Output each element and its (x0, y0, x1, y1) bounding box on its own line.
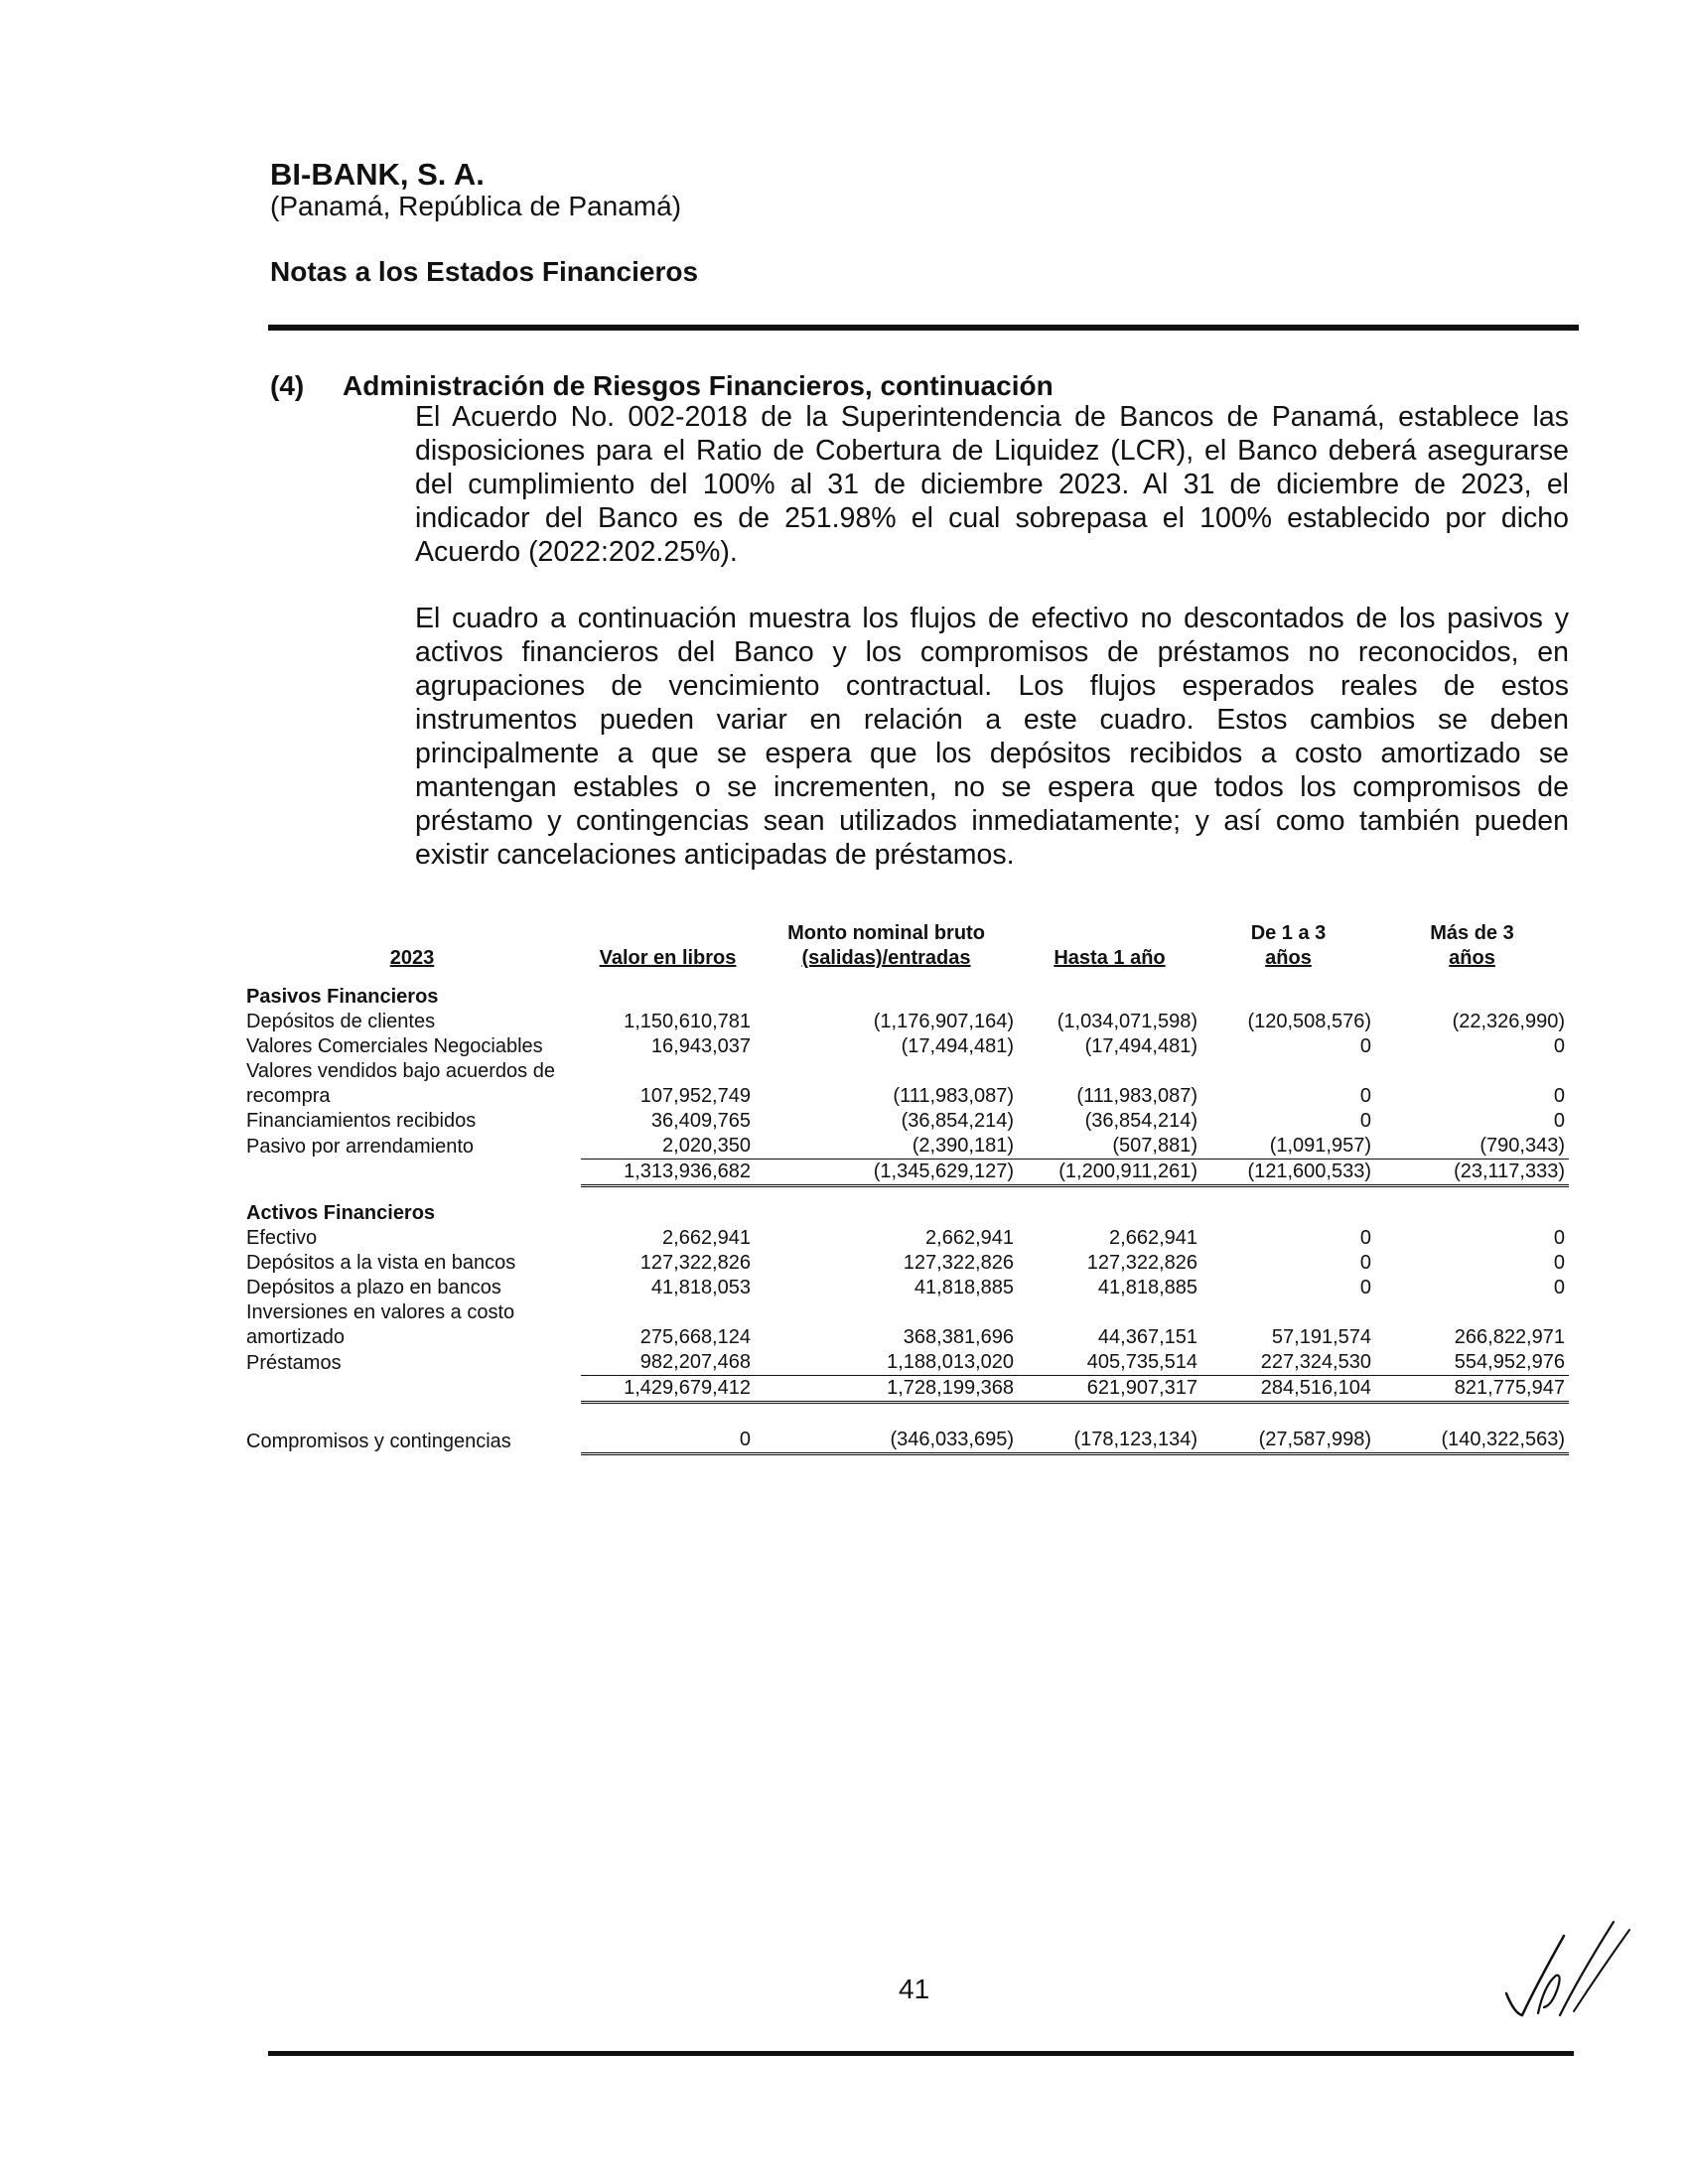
table-row: Depósitos a plazo en bancos 41,818,053 41,818,885 41,818,885 0 0 (246, 1277, 1565, 1298)
liquidity-maturity-table (243, 921, 1569, 1455)
table-row-label-continuation: Inversiones en valores a costo (246, 1301, 515, 1323)
header-book-value: Valor en libros (599, 947, 737, 969)
header-rule (268, 325, 1579, 331)
header-1-to-3-years: De 1 a 3 años (1250, 922, 1327, 969)
table-row: Depósitos a la vista en bancos 127,322,826 127,322,826 127,322,826 0 0 (246, 1252, 1565, 1274)
section-title: Administración de Riesgos Financieros, continuación (343, 370, 1054, 401)
group-header-liabilities: Pasivos Financieros (246, 986, 439, 1008)
footer-rule (268, 2051, 1574, 2056)
signature-mark (1504, 1916, 1653, 2025)
company-name: BI-BANK, S. A. (270, 157, 485, 192)
table-header-row (243, 921, 1569, 971)
section-number: (4) (270, 370, 305, 401)
table-row: Préstamos 982,207,468 1,188,013,020 405,735,514 227,324,530 554,952,976 (243, 1350, 1569, 1376)
table-row: Valores Comerciales Negociables 16,943,037 (17,494,481) (17,494,481) 0 0 (246, 1035, 1565, 1057)
spacer-row (243, 1403, 1569, 1415)
paragraph-lcr: El Acuerdo No. 002-2018 de la Superintendencia de Bancos de Panamá, establece las disposiciones para el Ratio de Cobertura de Liquidez (LCR), el Banco deberá asegurarse del cumplimiento del 100% al 31 de diciembre 2023. Al 31 de diciembre de 2023, el indicador del Banco es de 251.98% el cual sobrepasa el 100% establecido por dicho Acuerdo (2022:202.25%). (415, 401, 1569, 568)
paragraph-cash-flows: El cuadro a continuación muestra los flujos de efectivo no descontados de los pasivos y activos financieros del Banco y los compromisos de préstamos no reconocidos, en agrupaciones de vencimiento contractual. Los flujos esperados reales de estos instrumentos pueden variar en relación a este cuadro. Estos cambios se deben principalmente a que se espera que los depósitos recibidos a costo amortizado se mantengan estables o se incrementen, no se espera que todos los compromisos de préstamo y contingencias sean utilizados inmediatamente; y así como también pueden existir cancelaciones anticipadas de préstamos. (415, 603, 1569, 871)
table-row: Pasivo por arrendamiento 2,020,350 (2,390,181) (507,881) (1,091,957) (790,343) (243, 1134, 1569, 1160)
table-row: recompra 107,952,749 (111,983,087) (111,983,087) 0 0 (246, 1085, 1565, 1107)
table-row: Efectivo 2,662,941 2,662,941 2,662,941 0 0 (246, 1227, 1565, 1249)
header-nominal: Monto nominal bruto (salidas)/entradas (787, 922, 985, 969)
header-up-to-1-year: Hasta 1 año (1054, 947, 1166, 969)
table-row: amortizado 275,668,124 368,381,696 44,367,151 57,191,574 266,822,971 (246, 1326, 1565, 1348)
assets-total-row: 1,429,679,412 1,728,199,368 621,907,317 284,516,104 821,775,947 (243, 1376, 1569, 1403)
table-row: Financiamientos recibidos 36,409,765 (36,854,214) (36,854,214) 0 0 (246, 1110, 1565, 1132)
notes-title: Notas a los Estados Financieros (270, 256, 699, 287)
header-over-3-years: Más de 3 años (1430, 922, 1514, 969)
header-year: 2023 (389, 947, 435, 969)
company-location: (Panamá, República de Panamá) (270, 191, 682, 221)
commitments-row: Compromisos y contingencias 0 (346,033,695) (178,123,134) (27,587,998) (140,322,563) (243, 1414, 1569, 1454)
page-number: 41 (899, 1974, 930, 2004)
liabilities-total-row: 1,313,936,682 (1,345,629,127) (1,200,911,261) (121,600,533) (23,117,333) (243, 1160, 1569, 1186)
group-header-assets: Activos Financieros (246, 1202, 436, 1224)
table-row: Depósitos de clientes 1,150,610,781 (1,176,907,164) (1,034,071,598) (120,508,576) (22,326,990) (246, 1011, 1565, 1032)
table-row-label-continuation: Valores vendidos bajo acuerdos de (246, 1060, 555, 1082)
